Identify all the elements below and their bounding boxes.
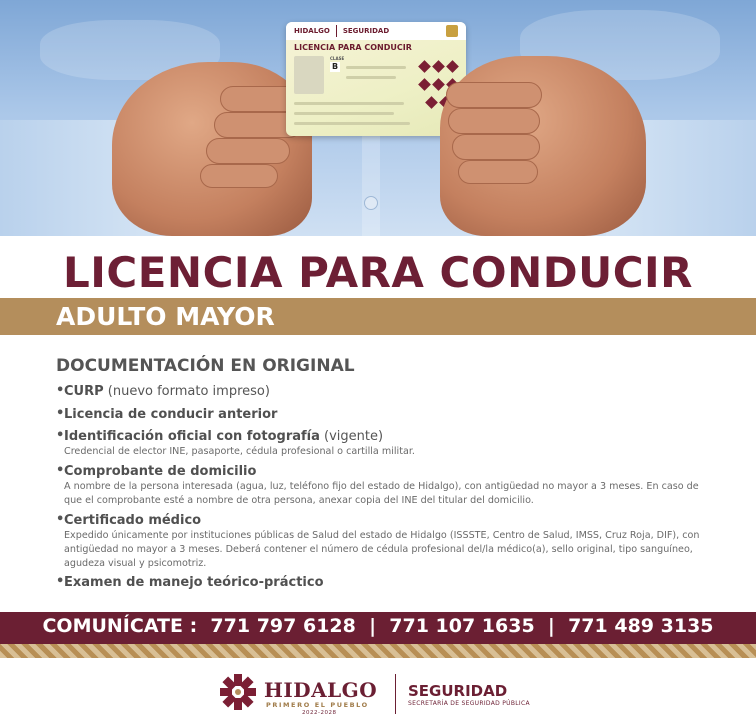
item-description: Expedido únicamente por instituciones públicas de Salud del estado de Hidalgo (ISSSTE, Centro de Salud, IMSS, Cruz Roja, DIF), con antigüedad no mayor a 3 meses. Deberá contener el número de cédula profesional del/la médico(a), sello original, tipo sanguíneo, agudeza visual y psicomotriz.: [64, 530, 700, 569]
page-title: LICENCIA PARA CONDUCIR: [63, 248, 693, 297]
list-item: • Examen de manejo teórico-práctico: [56, 574, 324, 590]
hidalgo-slogan: PRIMERO EL PUEBLO: [266, 701, 369, 709]
list-item: • CURP (nuevo formato impreso): [56, 383, 270, 399]
seguridad-logo-text: SEGURIDAD: [408, 682, 508, 700]
list-item: • Certificado médico Expedido únicamente por instituciones públicas de Salud del estado de Hidalgo (ISSSTE, Centro de Salud, IMSS, Cruz Roja, DIF), con antigüedad no mayor a 3 meses. Deberá contener el número de cédula profesional del/la médico(a), sello original, tipo sanguíneo, agudeza visual y psicomotriz.: [56, 512, 706, 571]
list-item: • Licencia de conducir anterior: [56, 406, 278, 422]
card-class-value: B: [331, 62, 339, 71]
card-photo: [294, 56, 324, 94]
documents-heading: DOCUMENTACIÓN EN ORIGINAL: [56, 356, 355, 376]
item-note: (nuevo formato impreso): [103, 384, 270, 399]
item-title: Licencia de conducir anterior: [64, 407, 278, 422]
page-subtitle: ADULTO MAYOR: [56, 302, 275, 331]
card-emblem-icon: [446, 25, 458, 37]
hidalgo-logo-text: HIDALGO: [264, 678, 378, 702]
license-card: [286, 22, 466, 136]
item-title: CURP: [64, 384, 104, 399]
item-title: Examen de manejo teórico-práctico: [64, 575, 324, 590]
item-note: (vigente): [319, 429, 384, 444]
hidalgo-years: 2022-2028: [302, 710, 337, 716]
card-section: SEGURIDAD: [342, 27, 390, 35]
item-title: Certificado médico: [64, 513, 202, 528]
list-item: • Identificación oficial con fotografía (vigente) Credencial de elector INE, pasaporte, cédula profesional o cartilla militar.: [56, 428, 706, 459]
card-brand: HIDALGO: [294, 27, 330, 35]
seguridad-subtitle: SECRETARÍA DE SEGURIDAD PÚBLICA: [408, 700, 530, 707]
logo-divider: [395, 674, 396, 714]
item-description: A nombre de la persona interesada (agua, luz, teléfono fijo del estado de Hidalgo), con antigüedad no mayor a 3 meses. En caso de que el comprobante esté a nombre de otra persona, anexar copia del INE del titular del domicilio.: [64, 481, 699, 506]
card-title: LICENCIA PARA CONDUCIR: [294, 43, 412, 52]
item-title: Identificación oficial con fotografía: [64, 429, 320, 444]
contact-phones: COMUNÍCATE : 771 797 6128 | 771 107 1635 | 771 489 3135: [42, 615, 714, 637]
header-photo: [0, 0, 756, 236]
item-title: Comprobante de domicilio: [64, 464, 257, 479]
decorative-pattern: [0, 644, 756, 658]
item-description: Credencial de elector INE, pasaporte, cédula profesional o cartilla militar.: [64, 446, 415, 457]
hidalgo-star-icon: [218, 672, 258, 712]
card-class-label: CLASE: [330, 56, 345, 61]
list-item: • Comprobante de domicilio A nombre de la persona interesada (agua, luz, teléfono fijo del estado de Hidalgo), con antigüedad no mayor a 3 meses. En caso de que el comprobante esté a nombre de otra persona, anexar copia del INE del titular del domicilio.: [56, 463, 706, 508]
